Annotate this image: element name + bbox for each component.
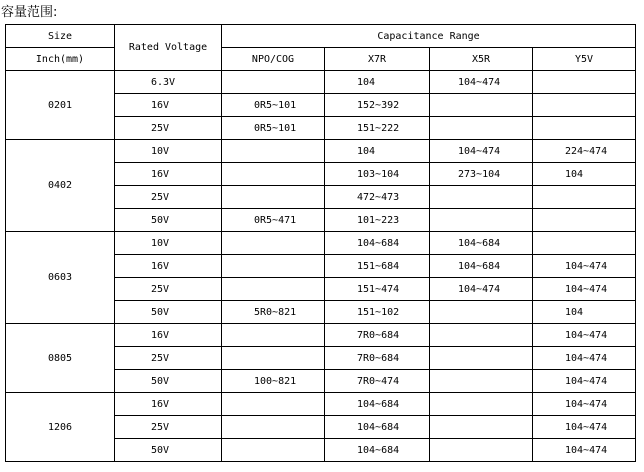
- table-row: [6, 71, 636, 94]
- x7r-cell: 152~392: [325, 94, 430, 117]
- npo-cog-cell: [222, 324, 325, 347]
- y5v-cell: [533, 209, 636, 232]
- x5r-cell: [430, 301, 533, 324]
- x7r-cell: 104: [325, 71, 430, 94]
- y5v-cell: 224~474: [533, 140, 636, 163]
- size-cell: 0603: [6, 232, 115, 324]
- y5v-cell: 104~474: [533, 347, 636, 370]
- size-header: Size: [6, 25, 115, 48]
- size-cell: 0402: [6, 140, 115, 232]
- x5r-cell: 104~684: [430, 255, 533, 278]
- rated-voltage-cell: 10V: [115, 232, 222, 255]
- rated-voltage-cell: 50V: [115, 209, 222, 232]
- npo-cog-cell: 5R0~821: [222, 301, 325, 324]
- size-cell: 0805: [6, 324, 115, 393]
- x5r-cell: 104~684: [430, 232, 533, 255]
- x7r-cell: 104: [325, 140, 430, 163]
- npo-cog-cell: [222, 232, 325, 255]
- x5r-cell: [430, 347, 533, 370]
- x7r-cell: 101~223: [325, 209, 430, 232]
- inch-mm-header: Inch(mm): [6, 48, 115, 71]
- x5r-cell: 104~474: [430, 140, 533, 163]
- x7r-cell: 104~684: [325, 416, 430, 439]
- x7r-cell: 104~684: [325, 439, 430, 462]
- x7r-cell: 151~474: [325, 278, 430, 301]
- page-title: 容量范围:: [1, 5, 58, 20]
- x5r-cell: [430, 209, 533, 232]
- rated-voltage-cell: 16V: [115, 94, 222, 117]
- size-cell: 0201: [6, 71, 115, 140]
- x5r-cell: [430, 324, 533, 347]
- x7r-header: X7R: [325, 48, 430, 71]
- npo-cog-header: NPO/COG: [222, 48, 325, 71]
- capacitance-range-header: Capacitance Range: [222, 25, 636, 48]
- x5r-cell: [430, 393, 533, 416]
- rated-voltage-cell: 25V: [115, 416, 222, 439]
- npo-cog-cell: 0R5~101: [222, 94, 325, 117]
- rated-voltage-cell: 25V: [115, 117, 222, 140]
- y5v-cell: [533, 232, 636, 255]
- npo-cog-cell: [222, 347, 325, 370]
- y5v-cell: [533, 94, 636, 117]
- x7r-cell: 151~684: [325, 255, 430, 278]
- y5v-cell: 104~474: [533, 370, 636, 393]
- table-row: [6, 324, 636, 347]
- y5v-cell: 104~474: [533, 278, 636, 301]
- y5v-cell: [533, 186, 636, 209]
- npo-cog-cell: 0R5~471: [222, 209, 325, 232]
- x7r-cell: 7R0~684: [325, 324, 430, 347]
- rated-voltage-cell: 16V: [115, 324, 222, 347]
- y5v-cell: 104~474: [533, 416, 636, 439]
- rated-voltage-header: Rated Voltage: [115, 25, 222, 71]
- capacitance-range-table: [5, 24, 636, 462]
- rated-voltage-cell: 10V: [115, 140, 222, 163]
- npo-cog-cell: [222, 416, 325, 439]
- y5v-cell: 104: [533, 301, 636, 324]
- rated-voltage-cell: 16V: [115, 255, 222, 278]
- y5v-cell: 104~474: [533, 324, 636, 347]
- rated-voltage-cell: 25V: [115, 186, 222, 209]
- x5r-cell: [430, 439, 533, 462]
- x7r-cell: 104~684: [325, 393, 430, 416]
- rated-voltage-cell: 6.3V: [115, 71, 222, 94]
- npo-cog-cell: [222, 278, 325, 301]
- npo-cog-cell: [222, 439, 325, 462]
- table-row: [6, 393, 636, 416]
- x5r-cell: 104~474: [430, 71, 533, 94]
- y5v-header: Y5V: [533, 48, 636, 71]
- rated-voltage-cell: 50V: [115, 370, 222, 393]
- table-row: [6, 140, 636, 163]
- x5r-cell: 273~104: [430, 163, 533, 186]
- x5r-cell: 104~474: [430, 278, 533, 301]
- npo-cog-cell: [222, 255, 325, 278]
- rated-voltage-cell: 25V: [115, 278, 222, 301]
- rated-voltage-cell: 16V: [115, 393, 222, 416]
- y5v-cell: 104~474: [533, 393, 636, 416]
- rated-voltage-cell: 50V: [115, 439, 222, 462]
- npo-cog-cell: [222, 163, 325, 186]
- x7r-cell: 103~104: [325, 163, 430, 186]
- rated-voltage-cell: 50V: [115, 301, 222, 324]
- x5r-header: X5R: [430, 48, 533, 71]
- size-cell: 1206: [6, 393, 115, 462]
- x7r-cell: 472~473: [325, 186, 430, 209]
- x7r-cell: 151~102: [325, 301, 430, 324]
- npo-cog-cell: 0R5~101: [222, 117, 325, 140]
- npo-cog-cell: [222, 71, 325, 94]
- x7r-cell: 7R0~684: [325, 347, 430, 370]
- x7r-cell: 104~684: [325, 232, 430, 255]
- x5r-cell: [430, 117, 533, 140]
- table-row: [6, 232, 636, 255]
- x7r-cell: 151~222: [325, 117, 430, 140]
- npo-cog-cell: 100~821: [222, 370, 325, 393]
- x7r-cell: 7R0~474: [325, 370, 430, 393]
- npo-cog-cell: [222, 140, 325, 163]
- rated-voltage-cell: 16V: [115, 163, 222, 186]
- y5v-cell: [533, 71, 636, 94]
- x5r-cell: [430, 94, 533, 117]
- y5v-cell: 104: [533, 163, 636, 186]
- y5v-cell: 104~474: [533, 255, 636, 278]
- x5r-cell: [430, 416, 533, 439]
- x5r-cell: [430, 186, 533, 209]
- y5v-cell: 104~474: [533, 439, 636, 462]
- npo-cog-cell: [222, 393, 325, 416]
- y5v-cell: [533, 117, 636, 140]
- x5r-cell: [430, 370, 533, 393]
- npo-cog-cell: [222, 186, 325, 209]
- rated-voltage-cell: 25V: [115, 347, 222, 370]
